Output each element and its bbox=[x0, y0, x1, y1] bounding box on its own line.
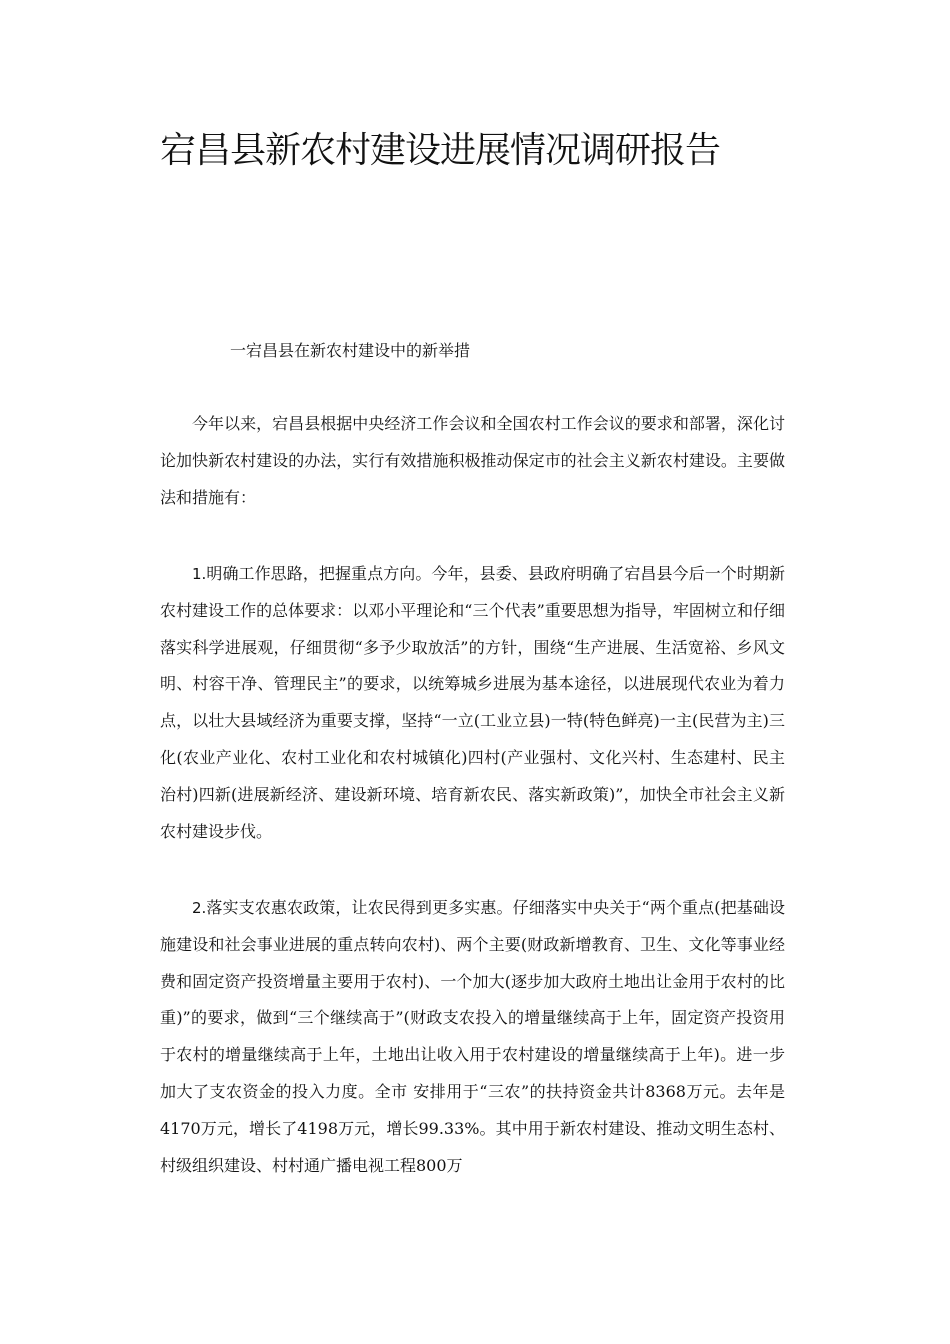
paragraph-number: 2. bbox=[192, 899, 207, 917]
paragraph-text: 落实支农惠农政策，让农民得到更多实惠。仔细落实中央关于“两个重点(把基础设施建设和社会事业进展的重点转向农村)、两个主要(财政新增教育、卫生、文化等事业经费和固定资产投资增量主要用于农村)、一个加大(逐步加大政府土地出让金用于农村的比重)”的要求，做到“三个继续高于”(财政支农投入的增量继续高于上年，固定资产投资用于农村的增量继续高于上年，土地出让收入用于农村建设的增量继续高于上年)。进一步加大了支农资金的投入力度。全市 安排用于“三农”的扶持资金共计8368万元。去年是4170万元，增长了4198万元，增长99.33%。其中用于新农村建设、推动文明生态村、村级组织建设、村村通广播电视工程800万 bbox=[160, 898, 785, 1175]
section-heading: 一宕昌县在新农村建设中的新举措 bbox=[230, 341, 471, 360]
paragraph-text: 明确工作思路，把握重点方向。今年，县委、县政府明确了宕昌县今后一个时期新农村建设工作的总体要求：以邓小平理论和“三个代表”重要思想为指导，牢固树立和仔细落实科学进展观，仔细贯彻“多予少取放活”的方针，围绕“生产进展、生活宽裕、乡风文明、村容干净、管理民主”的要求，以统筹城乡进展为基本途径，以进展现代农业为着力点，以壮大县域经济为重要支撑，坚持“一立(工业立县)一特(特色鲜亮)一主(民营为主)三化(农业产业化、农村工业化和农村城镇化)四村(产业强村、文化兴村、生态建村、民主治村)四新(进展新经济、建设新环境、培育新农民、落实新政策)”，加快全市社会主义新农村建设步伐。 bbox=[160, 564, 785, 841]
numbered-paragraph-2 bbox=[160, 890, 785, 1184]
document-title: 宕昌县新农村建设进展情况调研报告 bbox=[160, 130, 721, 171]
paragraph-text: 今年以来，宕昌县根据中央经济工作会议和全国农村工作会议的要求和部署，深化讨论加快新农村建设的办法，实行有效措施积极推动保定市的社会主义新农村建设。主要做法和措施有： bbox=[160, 414, 785, 507]
intro-paragraph bbox=[160, 406, 785, 516]
numbered-paragraph-1 bbox=[160, 556, 785, 850]
paragraph-number: 1. bbox=[192, 565, 207, 583]
